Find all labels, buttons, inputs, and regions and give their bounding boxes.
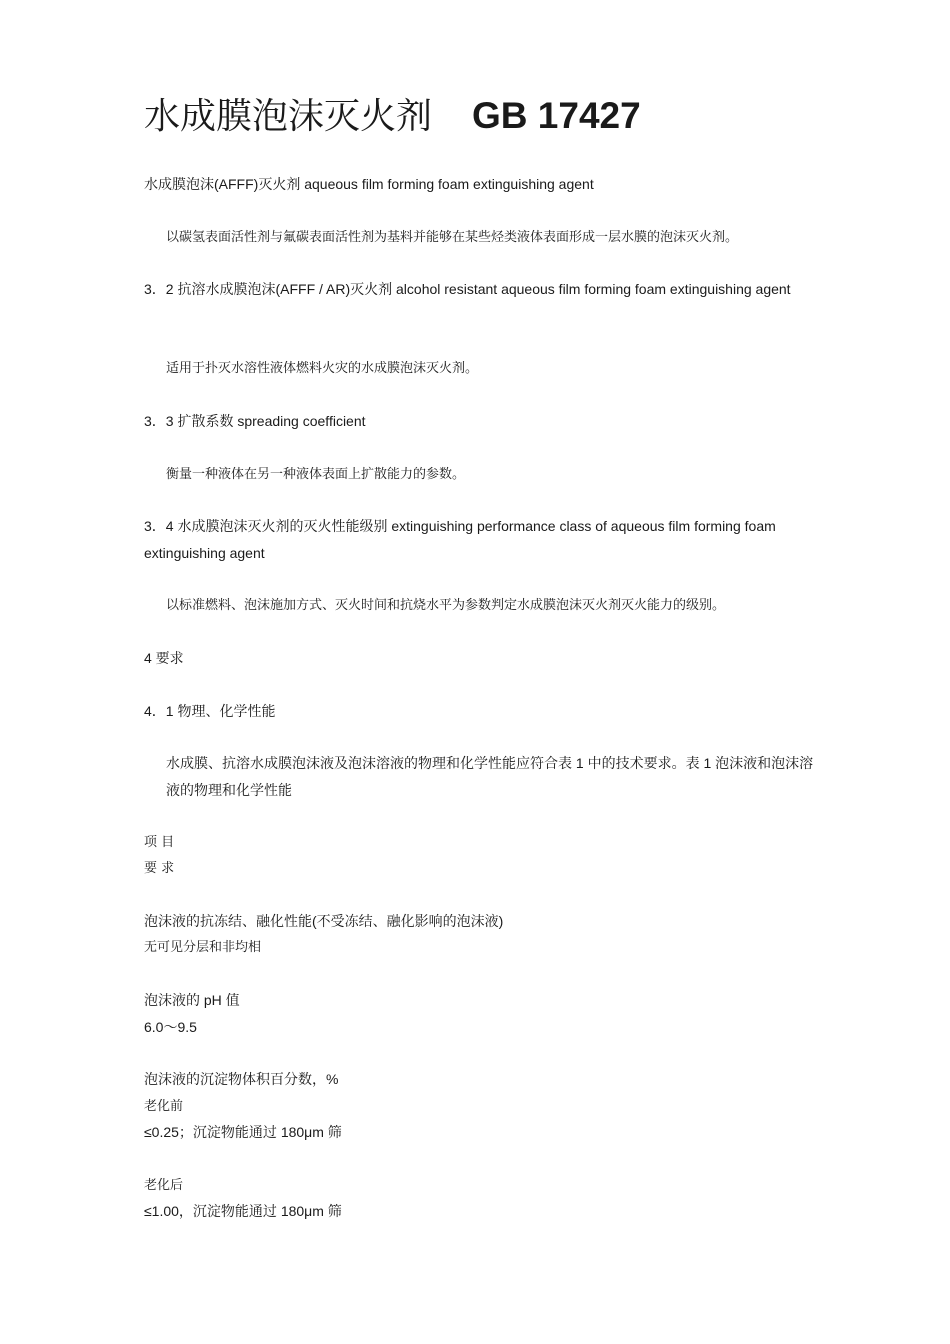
table-row-sediment-after-label: 老化后 — [144, 1178, 184, 1193]
section-heading-requirements: 4 要求 — [144, 650, 184, 666]
table-row-sediment-before-label: 老化前 — [144, 1099, 184, 1114]
table-header-requirement: 要 求 — [144, 861, 175, 876]
table-row-freeze-thaw-item: 泡沫液的抗冻结、融化性能(不受冻结、融化影响的泡沫液) — [144, 913, 504, 929]
table-row-ph-item: 泡沫液的 pH 值 — [144, 992, 240, 1008]
definition-afff: 以碳氢表面活性剂与氟碳表面活性剂为基料并能够在某些烃类液体表面形成一层水膜的泡沫灭火剂。 — [166, 230, 739, 245]
paragraph-table-intro — [166, 750, 814, 804]
term-afff: 水成膜泡沫(AFFF)灭火剂 aqueous film forming foam extinguishing agent — [144, 176, 594, 192]
table-row-ph-value: 6.0～9.5 — [144, 1019, 197, 1035]
document-title — [144, 97, 641, 135]
table-row-sediment-after-value: ≤1.00，沉淀物能通过 180μm 筛 — [144, 1203, 342, 1219]
table-header-item: 项 目 — [144, 835, 175, 850]
section-heading-physical-chemical: 4．1 物理、化学性能 — [144, 703, 276, 719]
term-spreading-coefficient: 3．3 扩散系数 spreading coefficient — [144, 413, 366, 429]
definition-performance-class: 以标准燃料、泡沫施加方式、灭火时间和抗烧水平为参数判定水成膜泡沫灭火剂灭火能力的级别。 — [166, 598, 726, 613]
term-performance-class: 3．4 水成膜泡沫灭火剂的灭火性能级别 extinguishing performance class of aqueous film forming foam extinguishing agent — [144, 518, 776, 561]
table-row-sediment-before-value: ≤0.25；沉淀物能通过 180μm 筛 — [144, 1124, 342, 1140]
definition-spreading-coefficient: 衡量一种液体在另一种液体表面上扩散能力的参数。 — [166, 467, 466, 482]
title-standard-code: GB 17427 — [472, 95, 641, 136]
table-intro-text: 水成膜、抗溶水成膜泡沫液及泡沫溶液的物理和化学性能应符合表 1 中的技术要求。表 1 泡沫液和泡沫溶液的物理和化学性能 — [166, 755, 814, 798]
title-chinese: 水成膜泡沫灭火剂 — [144, 96, 433, 137]
table-row-sediment-item: 泡沫液的沉淀物体积百分数，% — [144, 1071, 339, 1087]
table-row-freeze-thaw-value: 无可见分层和非均相 — [144, 940, 262, 955]
definition-afff-ar: 适用于扑灭水溶性液体燃料火灾的水成膜泡沫灭火剂。 — [166, 361, 479, 376]
term-afff-ar: 3．2 抗溶水成膜泡沫(AFFF / AR)灭火剂 alcohol resistant aqueous film forming foam extinguishing agent — [144, 281, 791, 297]
